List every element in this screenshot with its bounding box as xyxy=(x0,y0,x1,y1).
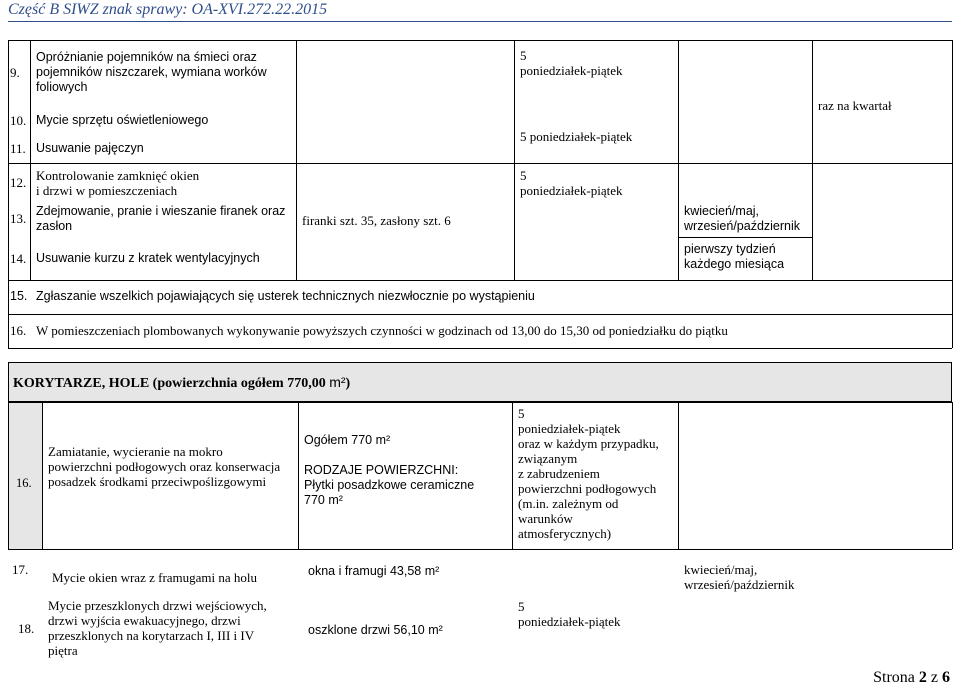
col-divider xyxy=(298,402,299,549)
task-description: Zamiatanie, wycieranie na mokro powierzchni podłogowych oraz konserwacja posadzek środkami przeciwpoślizgowymi xyxy=(48,444,281,489)
col-divider xyxy=(42,402,43,549)
task-description: Kontrolowanie zamknięć okien i drzwi w pomieszczeniach xyxy=(36,168,200,198)
row-divider xyxy=(8,163,952,164)
row-divider xyxy=(8,280,952,281)
row-number: 10. xyxy=(10,113,27,128)
task-description: Usuwanie pajęczyn xyxy=(36,141,144,155)
area-cell: Ogółem 770 m² RODZAJE POWIERZCHNI: Płytki posadzkowe ceramiczne 770 m² xyxy=(304,433,475,507)
col-divider xyxy=(30,40,31,280)
row-divider xyxy=(678,237,812,238)
col-divider xyxy=(514,40,515,280)
col-divider xyxy=(812,40,813,280)
quantity-cell: firanki szt. 35, zasłony szt. 6 xyxy=(302,213,451,228)
document-header: Część B SIWZ znak sprawy: OA-XVI.272.22.2015 xyxy=(8,0,952,22)
period-cell: pierwszy tydzień każdego miesiąca xyxy=(684,242,785,271)
section-title: KORYTARZE, HOLE (powierzchnia ogółem 770,00 m²) xyxy=(8,362,952,402)
task-description: Zdejmowanie, pranie i wieszanie firanek oraz zasłon xyxy=(36,204,286,233)
task-description: W pomieszczeniach plombowanych wykonywanie powyższych czynności w godzinach od 13,00 do 15,30 od poniedziałku do piątku xyxy=(36,323,728,338)
period-cell: kwiecień/maj, wrzesień/październik xyxy=(684,562,795,592)
frequency-cell: 5 poniedziałek-piątek xyxy=(520,129,633,144)
task-description: Mycie okien wraz z framugami na holu xyxy=(52,570,258,585)
frequency-cell: 5 poniedziałek-piątek xyxy=(518,599,621,629)
page-footer: Strona 2 z 6 xyxy=(873,669,950,686)
col-divider xyxy=(678,40,679,280)
row-number: 14. xyxy=(10,251,27,266)
table-border xyxy=(8,402,952,403)
task-description: Mycie przeszklonych drzwi wejściowych, drzwi wyjścia ewakuacyjnego, drzwi przeszklonych na korytarzach I, III i IV piętra xyxy=(48,598,267,658)
task-description: Usuwanie kurzu z kratek wentylacyjnych xyxy=(36,251,260,265)
row-number: 11. xyxy=(10,141,26,156)
col-divider xyxy=(512,402,513,549)
table-border-bottom xyxy=(8,348,952,349)
table-border-left xyxy=(8,40,9,348)
frequency-cell: 5 poniedziałek-piątek xyxy=(520,168,623,198)
period-cell: kwiecień/maj, wrzesień/październik xyxy=(684,204,801,233)
table-border-top xyxy=(8,40,952,41)
area-cell: oszklone drzwi 56,10 m² xyxy=(308,623,443,637)
table-border-right xyxy=(952,40,953,348)
row-number: 16. xyxy=(10,323,27,338)
task-description: Opróżnianie pojemników na śmieci oraz pojemników niszczarek, wymiana worków foliowych xyxy=(36,50,267,94)
row-number: 16. xyxy=(16,476,32,490)
col-divider xyxy=(296,40,297,280)
area-cell: okna i framugi 43,58 m² xyxy=(308,564,440,578)
row-number: 13. xyxy=(10,211,27,226)
row-number: 18. xyxy=(18,621,35,636)
task-description: Mycie sprzętu oświetleniowego xyxy=(36,113,209,127)
row-number: 15. xyxy=(10,289,28,303)
frequency-cell: 5 poniedziałek-piątek xyxy=(520,48,623,78)
frequency-cell: 5 poniedziałek-piątek oraz w każdym przypadku, związanym z zabrudzeniem powierzchni podłogowych (m.in. zależnym od warunków atmosferycznych) xyxy=(518,406,659,541)
row-number: 9. xyxy=(10,65,20,80)
period-cell: raz na kwartał xyxy=(818,98,892,113)
row-divider xyxy=(8,314,952,315)
table-border-right xyxy=(952,402,953,549)
col-divider xyxy=(678,402,679,549)
row-number: 12. xyxy=(10,175,27,190)
row-divider xyxy=(8,549,952,550)
task-description: Zgłaszanie wszelkich pojawiających się usterek technicznych niezwłocznie po wystąpieniu xyxy=(36,289,535,303)
row-number: 17. xyxy=(12,562,29,577)
